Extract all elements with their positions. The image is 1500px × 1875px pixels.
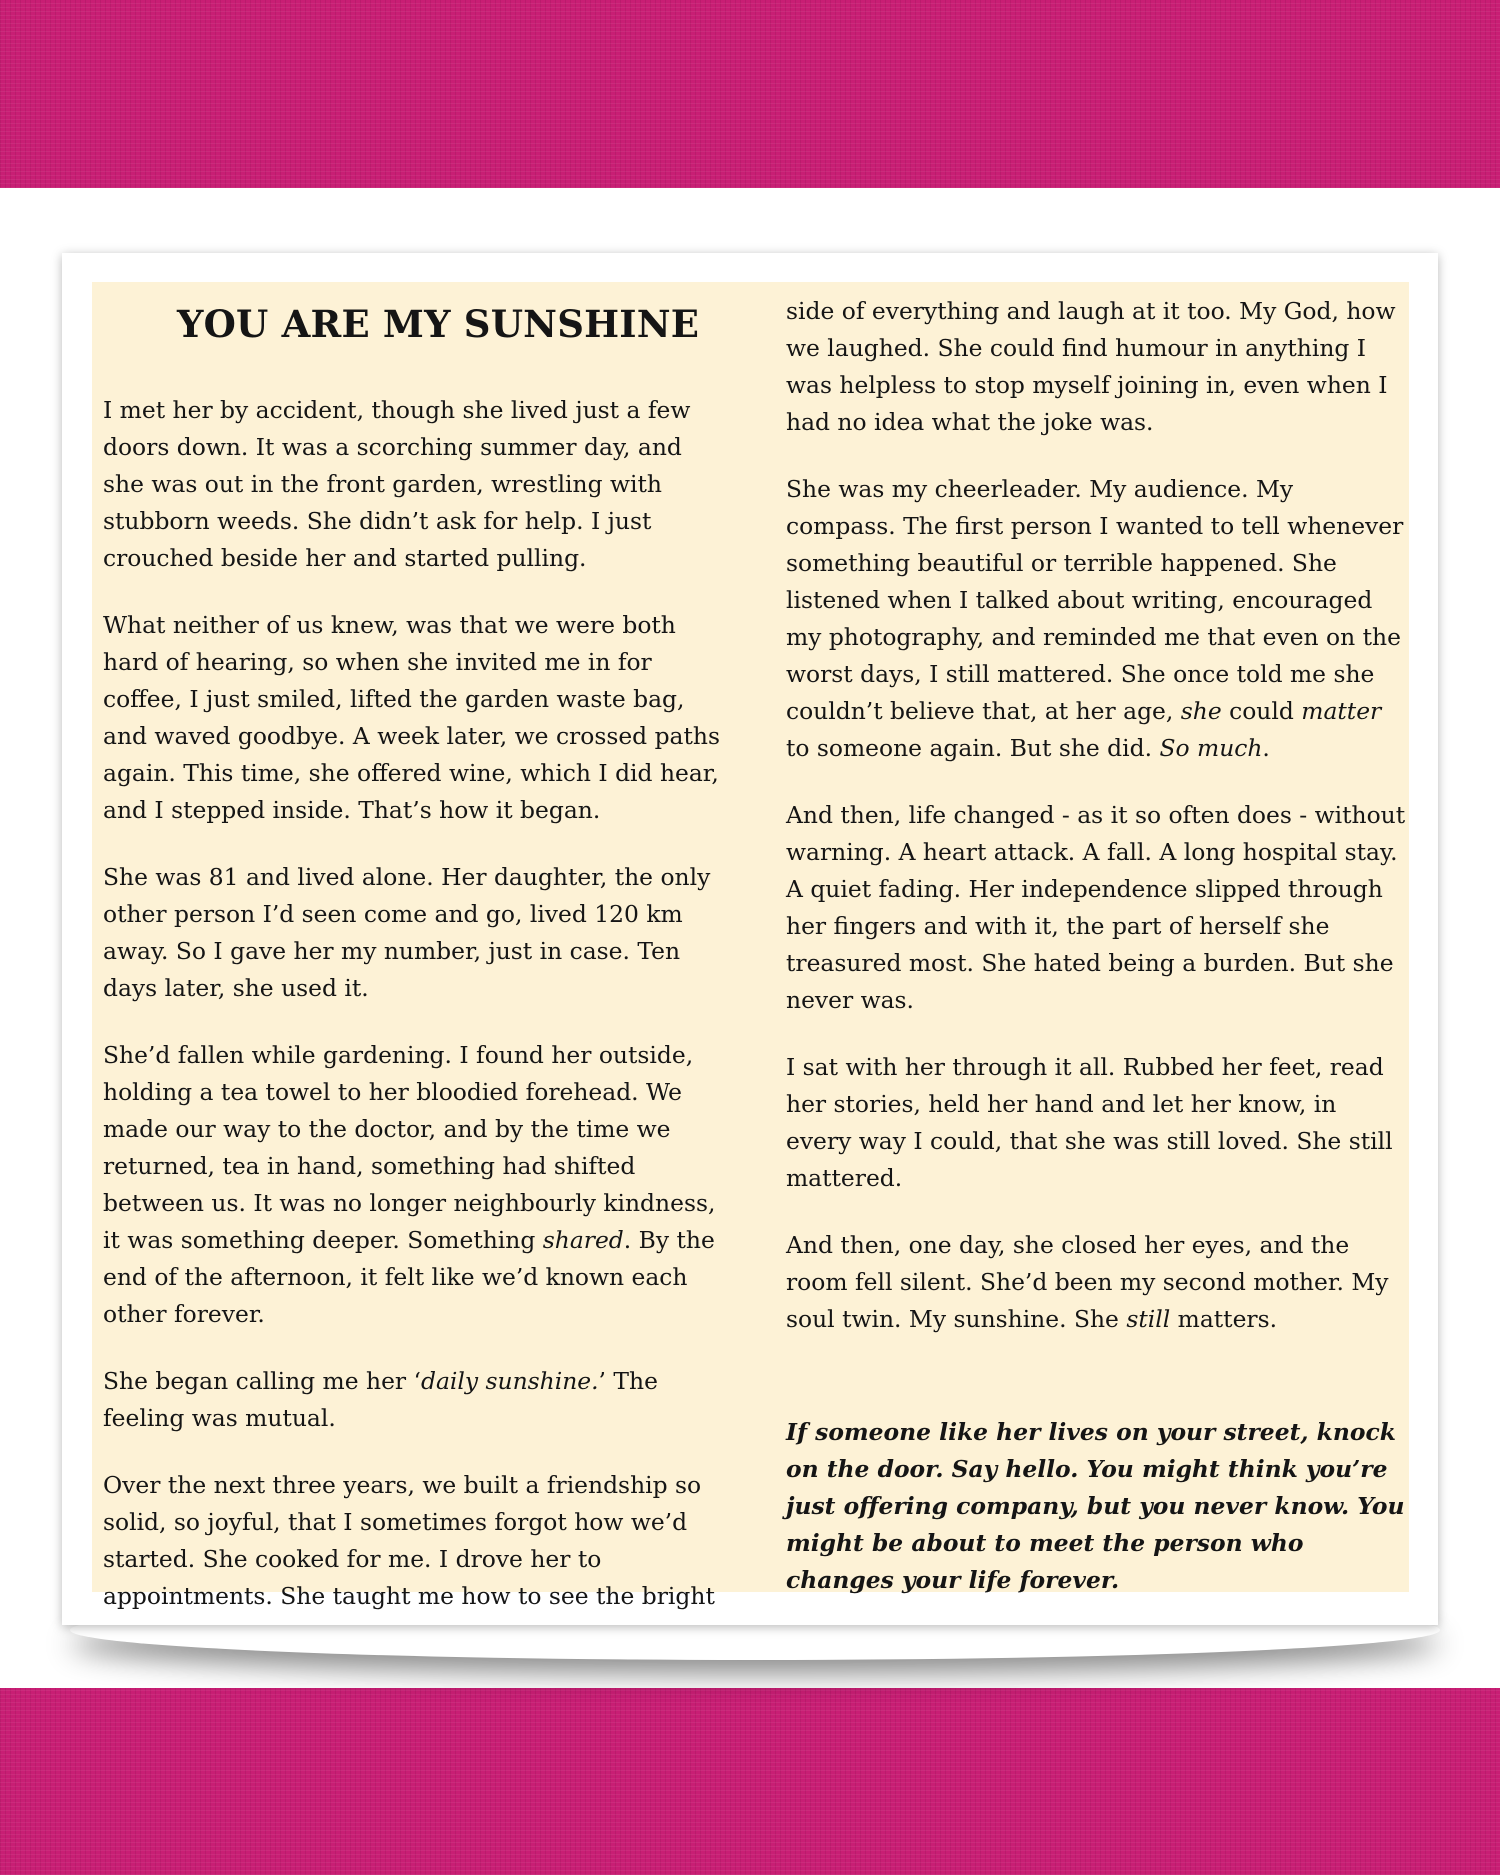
emphasis: still (1126, 1305, 1171, 1333)
text-run: to someone again. But she did. (786, 734, 1160, 762)
paragraph (786, 1227, 1408, 1338)
text-run: She’d fallen while gardening. I found her outside, holding a tea towel to her bloodied forehead. We made our way to the doctor, and by the time we returned, tea in hand, something had shifted between us. It was no longer neighbourly kindness, it was something deeper. Something (103, 1041, 716, 1254)
paragraph: I sat with her through it all. Rubbed her feet, read her stories, held her hand and let her know, in every way I could, that she was still loved. She still mattered. (786, 1053, 1393, 1192)
text-run: She began calling me her ‘ (103, 1367, 421, 1395)
paragraph: Over the next three years, we built a friendship so solid, so joyful, that I sometimes forgot how we’d started. She cooked for me. I drove her to appointments. She taught me how to see the bright (103, 1471, 715, 1610)
paragraph: She was 81 and lived alone. Her daughter, the only other person I’d seen come and go, lived 120 km away. So I gave her my number, just in case. Ten days later, she used it. (103, 863, 711, 1002)
emphasis: So much (1159, 734, 1263, 762)
text-run: She was my cheerleader. My audience. My compass. The first person I wanted to tell whenever something beautiful or terrible happened. She listened when I talked about writing, encouraged my photography, and reminded me that even on the worst days, I still mattered. She once told me she couldn’t believe that, at her age, (786, 475, 1404, 725)
text-run: . By the end of the afternoon, it felt like we’d known each other forever. (103, 1226, 715, 1328)
story-card (62, 253, 1438, 1625)
text-run: could (1221, 697, 1302, 725)
left-column (103, 282, 725, 1645)
emphasis: daily sunshine. (420, 1367, 599, 1395)
right-column (786, 282, 1408, 1629)
bottom-fabric-band (0, 1688, 1500, 1875)
closing-call-to-action: If someone like her lives on your street, knock on the door. Say hello. You might think you’re just offering company, but you never know. You might be about to meet the person who changes your life forever. (786, 1418, 1405, 1594)
text-run: . (1262, 734, 1270, 762)
emphasis: she (1180, 697, 1222, 725)
paragraph: And then, life changed - as it so often does - without warning. A heart attack. A fall. A long hospital stay. A quiet fading. Her independence slipped through her fingers and with it, the part of herself she treasured most. She hated being a burden. But she never was. (786, 801, 1406, 1014)
emphasis: matter (1301, 697, 1382, 725)
paragraph: I met her by accident, though she lived just a few doors down. It was a scorching summer day, and she was out in the front garden, wrestling with stubborn weeds. She didn’t ask for help. I just crouched beside her and started pulling. (103, 396, 691, 572)
paragraph (103, 1037, 725, 1333)
story-title: YOU ARE MY SUNSHINE (177, 302, 700, 346)
top-fabric-band (0, 0, 1500, 188)
text-run: And then, one day, she closed her eyes, and the room fell silent. She’d been my second mother. My soul twin. My sunshine. She (786, 1231, 1389, 1333)
paragraph: side of everything and laugh at it too. My God, how we laughed. She could find humour in anything I was helpless to stop myself joining in, even when I had no idea what the joke was. (786, 297, 1396, 436)
text-run: matters. (1170, 1305, 1278, 1333)
story-paper (92, 282, 1409, 1610)
paragraph (103, 1363, 725, 1437)
paragraph (786, 471, 1408, 767)
text-run: ’ The feeling was mutual. (103, 1367, 658, 1432)
emphasis: shared (542, 1226, 624, 1254)
paragraph: What neither of us knew, was that we were both hard of hearing, so when she invited me in for coffee, I just smiled, lifted the garden waste bag, and waved goodbye. A week later, we crossed paths again. This time, she offered wine, which I did hear, and I stepped inside. That’s how it began. (103, 611, 720, 824)
